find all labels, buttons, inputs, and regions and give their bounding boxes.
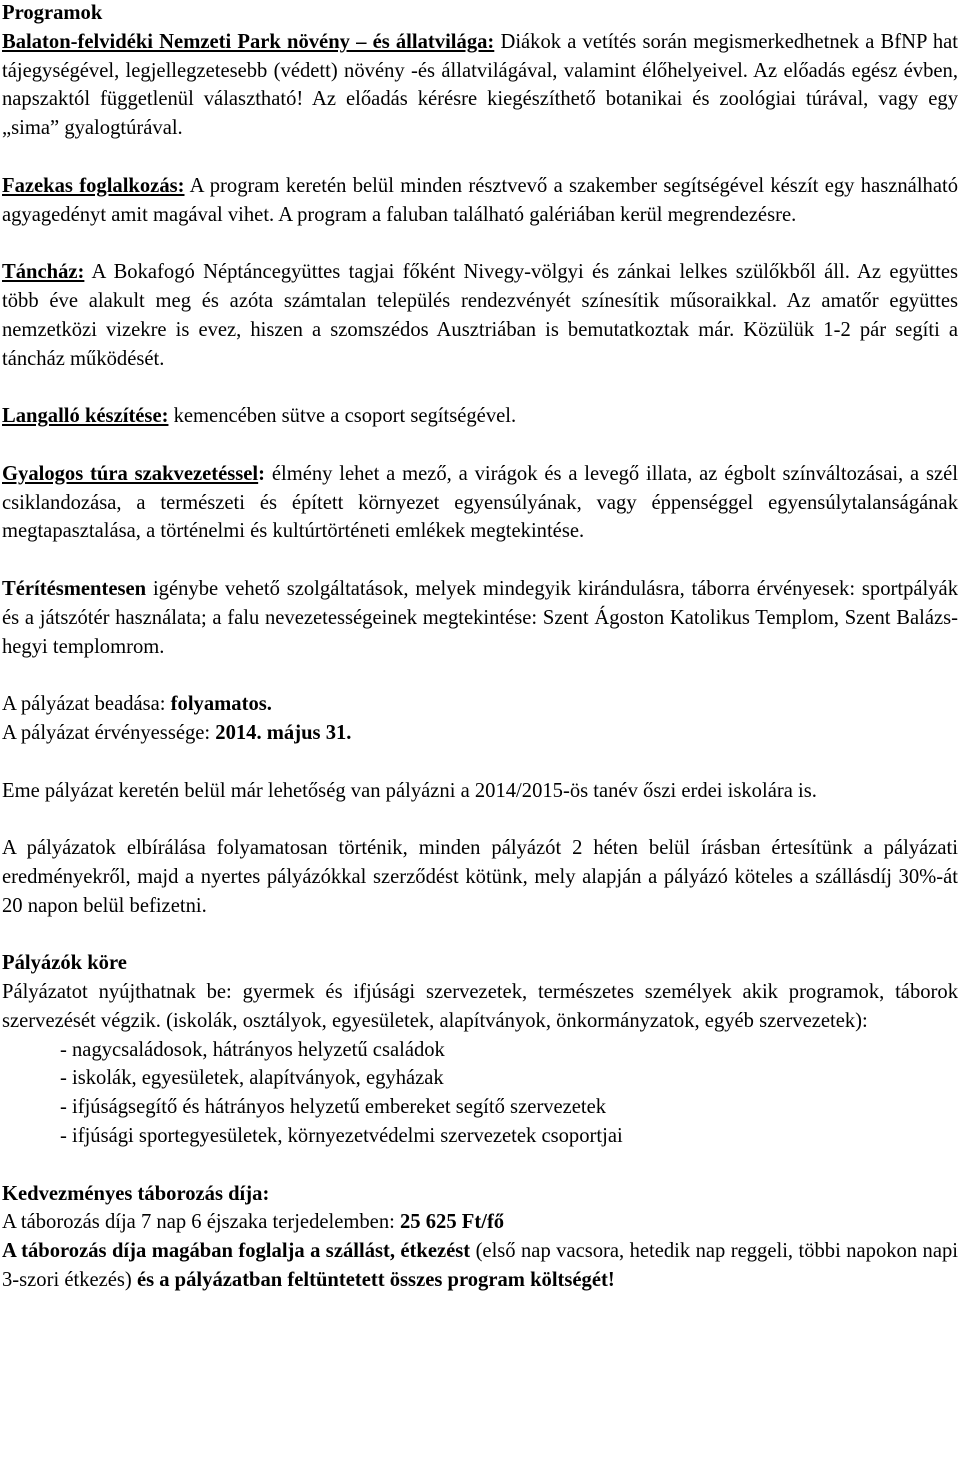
program-balaton-label: Balaton-felvidéki Nemzeti Park növény – és állatvilága: [2,30,495,53]
free-services [2,575,958,661]
program-langallo-text: kemencében sütve a csoport segítségével. [168,405,517,428]
evaluation-text: A pályázatok elbírálása folyamatosan történik, minden pályázót 2 héten belül írásban értesítünk a pályázati eredményekről, majd a nyertes pályázókkal szerződést kötünk, mely alapján a pályázó köteles a szállásdíj 30%-át 20 napon belül befizetni. [2,837,958,917]
applicants-list [2,1036,958,1151]
list-item: - iskolák, egyesületek, alapítványok, egyházak [60,1067,444,1090]
fee-heading: Kedvezményes táborozás díja: [2,1182,270,1205]
program-tanchaz-text: A Bokafogó Néptáncegyüttes tagjai főként Nivegy-völgyi és zánkai lelkes szülőkből áll. Az együttes több éve alakult meg és azóta számtalan település rendezvényét színesítik műsoraikkal. Az amatőr együttes nemzetközi vizekre is evez, hiszen a szomszédos Ausztriában is bemutatkoztak már. Közülük 1-2 pár segíti a táncház működését. [2,261,958,370]
free-services-label: Térítésmentesen [2,577,147,600]
program-tura [2,460,958,546]
fee-incl-regular: (első nap vacsora, hetedik nap reggeli, többi napokon napi 3-szori étkezés) [2,1240,958,1292]
program-tanchaz [2,258,958,373]
spacer [2,143,958,172]
spacer [2,661,958,690]
spacer [2,431,958,460]
submission-value: folyamatos. [170,693,272,716]
free-services-text: igénybe vehető szolgáltatások, melyek mindegyik kirándulásra, táborra érvényesek: sportpályák és a játszótér használata; a falu nevezetességeinek megtekintése: Szent Ágoston Katolikus Templom, Szent Balázs-hegyi templomrom. [2,577,958,658]
submission-deadline [2,690,958,719]
spacer [2,805,958,834]
page-title: Programok [2,2,103,24]
validity-value: 2014. május 31. [215,721,352,744]
submission-prefix: A pályázat beadása: [2,693,171,716]
spacer [2,546,958,575]
program-tura-colon: : [258,462,266,485]
spacer [2,373,958,402]
spacer [2,748,958,777]
program-tanchaz-label: Táncház: [2,261,85,284]
fee-inclusions [2,1237,958,1295]
spacer [2,229,958,258]
fee-incl-bold: A táborozás díja magában foglalja a szállást, étkezést [2,1240,471,1263]
validity-deadline [2,719,958,748]
autumn-note: Eme pályázat keretén belül már lehetőség van pályázni a 2014/2015-ös tanév őszi erdei iskolára is. [2,779,817,802]
validity-prefix: A pályázat érvényessége: [2,721,216,744]
program-balaton-text: Diákok a vetítés során megismerkedhetnek a BfNP hat tájegységével, legjellegzetesebb (védett) növény -és állatvilágával, valamint élőhelyeivel. Az előadás egész évben, napszaktól függetlenül választható! Az előadás kérésre kiegészíthető botanikai és zoológiai túrával, vagy egy „sima” gyalogtúrával. [2,30,959,140]
list-item: - ifjúsági sportegyesületek, környezetvédelmi szervezetek csoportjai [60,1125,623,1148]
program-fazekas-text: A program keretén belül minden résztvevő a szakember segítségével készít egy használható agyagedényt amit magával vihet. A program a faluban található galériában kerül megrendezésre. [2,174,958,226]
program-balaton [2,28,958,143]
program-langallo [2,402,958,431]
applicants-heading: Pályázók köre [2,952,127,975]
fee-incl-bold-end: és a pályázatban feltüntetett összes program költségét! [136,1269,615,1292]
program-tura-text: élmény lehet a mező, a virágok és a levegő illata, az égbolt színváltozásai, a szél csiklandozása, a természeti és épített környezet egyensúlyának, vagy éppenséggel egyensúlytalanságának megtapasztalása, a történelmi és kultúrtörténeti emlékek megtekintése. [2,462,959,543]
spacer [2,1151,958,1180]
program-tura-label: Gyalogos túra szakvezetéssel [2,462,259,485]
spacer [2,921,958,950]
fee-line [2,1208,958,1237]
list-item: - ifjúságsegítő és hátrányos helyzetű embereket segítő szervezetek [60,1096,607,1119]
applicants-intro: Pályázatot nyújthatnak be: gyermek és ifjúsági szervezetek, természetes személyek akik programok, táborok szervezését végzik. (iskolák, osztályok, egyesületek, alapítványok, önkormányzatok, egyéb szervezetek): [2,981,958,1032]
list-item: - nagycsaládosok, hátrányos helyzetű családok [60,1038,445,1061]
program-langallo-label: Langalló készítése: [2,405,169,428]
program-fazekas [2,172,958,230]
program-fazekas-label: Fazekas foglalkozás: [2,174,185,197]
fee-prefix: A táborozás díja 7 nap 6 éjszaka terjedelemben: [2,1211,400,1234]
fee-value: 25 625 Ft/fő [400,1211,505,1234]
